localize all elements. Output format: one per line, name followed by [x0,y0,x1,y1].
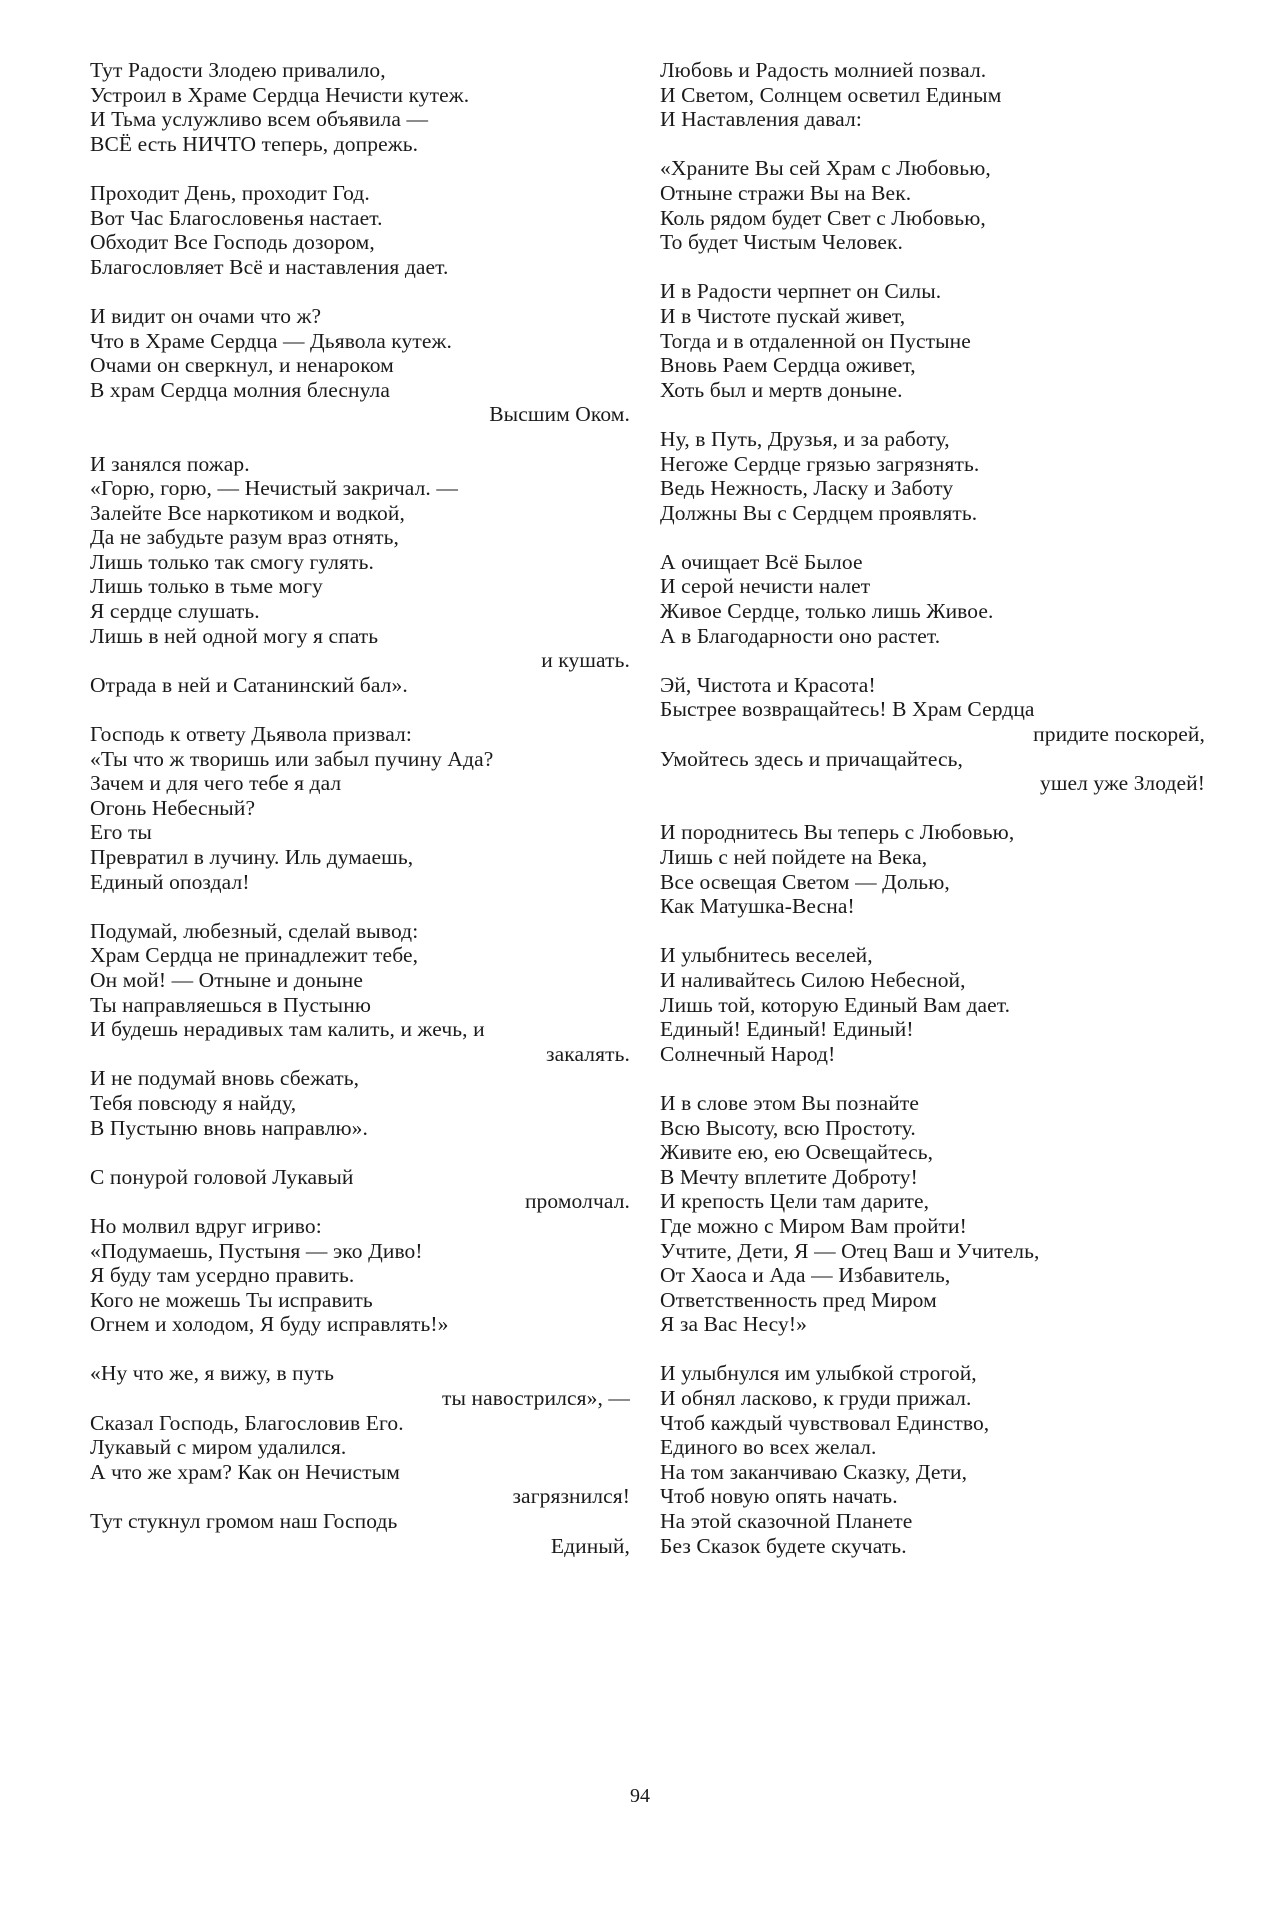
poem-line: И наливайтесь Силою Небесной, [660,967,966,992]
stanza [660,550,1205,648]
poem-line: Я за Вас Несу!» [660,1312,807,1337]
poem-line: Солнечный Народ! [660,1041,836,1066]
stanza [90,304,630,427]
poem-line: Превратил в лучину. Иль думаешь, [90,845,414,869]
poem-line: «Горю, горю, — Нечистый закричал. — [90,476,458,501]
poem-line: Высшим Оком. [489,402,630,427]
poem-line: То будет Чистым Человек. [660,230,904,255]
poem-line: Обходит Все Господь дозором, [90,230,375,255]
poem-line: В Пустыню вновь направлю». [90,1115,369,1140]
poem-line: И Светом, Солнцем осветил Единым [660,82,1002,107]
poem-line: От Хаоса и Ада — Избавитель, [660,1263,951,1288]
poem-line: Живите ею, ею Освещайтесь, [660,1140,934,1165]
poem-line: Сказал Господь, Благословив Его. [90,1410,404,1435]
poem-line: Где можно с Миром Вам пройти! [660,1213,967,1238]
poem-line: И улыбнулся им улыбкой строгой, [660,1361,977,1386]
poem-line: Он мой! — Отныне и доныне [90,967,364,992]
stanza [660,1091,1205,1337]
poem-line: Благословляет Всё и наставления дает. [90,254,449,279]
poem-line: закалять. [546,1041,630,1066]
poem-line: Его ты [90,820,152,845]
poem-line: Тебя повсюду я найду, [90,1090,297,1115]
poem-line: Подумай, любезный, сделай вывод: [90,918,419,943]
poem-line: Хоть был и мертв доныне. [660,377,903,402]
stanza [660,58,1205,132]
poem-line: Лишь в ней одной могу я спать [90,623,379,648]
poem-line: Ты направляешься в Пустыню [90,992,371,1017]
page-number: 94 [630,1785,650,1807]
stanza [660,156,1205,254]
poem-line: На этой сказочной Планете [660,1509,913,1534]
poem-line: Единый, [550,1533,630,1558]
poem-line: Живое Сердце, только лишь Живое. [660,599,994,624]
poem-line: И обнял ласково, к груди прижал. [660,1386,972,1411]
poem-line: И видит он очами что ж? [90,303,322,328]
poem-line: Ну, в Путь, Друзья, и за работу, [660,426,950,451]
poem-line: Отрада в ней и Сатанинский бал». [90,672,408,697]
poem-line: И Тьма услужливо всем объявила — [90,107,429,132]
poem-line: и кушать. [541,648,630,673]
poem-line: И улыбнитесь веселей, [660,943,873,968]
stanza [660,1361,1205,1558]
poem-line: Кого не можешь Ты исправить [90,1287,373,1312]
poem-line: Залейте Все наркотиком и водкой, [90,500,405,525]
poem-line: И в Радости черпнет он Силы. [660,279,942,304]
poem-line: Но молвил вдруг игриво: [90,1213,322,1238]
poem-line: С понурой головой Лукавый [90,1164,354,1189]
poem-line: промолчал. [524,1189,630,1214]
poem-line: Огнем и холодом, Я буду исправлять!» [90,1312,449,1337]
stanza [90,1165,630,1337]
poem-line: Я сердце слушать. [90,599,260,624]
poem-line: Как Матушка-Весна! [660,894,855,919]
poem-line: «Подумаешь, Пустыня — эко Диво! [90,1238,423,1263]
stanza [90,722,630,894]
poem-line: «Храните Вы сей Храм с Любовью, [660,156,991,181]
poem-line: Тут стукнул громом наш Господь [90,1509,398,1534]
poem-line: И в Чистоте пускай живет, [660,303,906,328]
poem-line: Лишь только так смогу гулять. [90,549,374,574]
poem-line: Все освещая Светом — Долью, [660,869,950,894]
poem-line: Чтоб новую опять начать. [660,1484,898,1509]
stanza [90,181,630,279]
poem-line: Любовь и Радость молнией позвал. [660,58,987,82]
poem-line: Учтите, Дети, Я — Отец Ваш и Учитель, [660,1238,1040,1263]
poem-line: Лишь с ней пойдете на Века, [660,845,928,869]
right-column [660,58,1205,1583]
poem-line: И породнитесь Вы теперь с Любовью, [660,820,1015,845]
poem-line: А в Благодарности оно растет. [660,623,941,648]
poem-line: Лукавый с миром удалился. [90,1435,347,1460]
poem-line: Без Сказок будете скучать. [660,1533,907,1558]
poem-line: Всю Высоту, всю Простоту. [660,1115,916,1140]
poem-line: «Ну что же, я вижу, в путь [90,1361,335,1386]
left-column [90,58,630,1583]
poem-line: Ведь Нежность, Ласку и Заботу [660,476,954,501]
poem-line: На том заканчиваю Сказку, Дети, [660,1459,968,1484]
poem-line: «Ты что ж творишь или забыл пучину Ада? [90,746,494,771]
poem-line: Лишь той, которую Единый Вам дает. [660,992,1011,1017]
stanza [90,452,630,698]
poem-line: Коль рядом будет Свет с Любовью, [660,205,986,230]
poem-line: Вновь Раем Сердца оживет, [660,353,916,378]
stanza [90,58,630,156]
stanza [90,1361,630,1558]
poem-line: ВСЁ есть НИЧТО теперь, допрежь. [90,131,419,156]
poem-line: ты навострился», — [442,1386,630,1411]
stanza [660,820,1205,918]
poem-line: И в слове этом Вы познайте [660,1090,920,1115]
poem-line: А очищает Всё Былое [660,549,863,574]
poem-line: Огонь Небесный? [90,795,256,820]
poem-line: Ответственность пред Миром [660,1287,937,1312]
poem-line: И Наставления давал: [660,107,862,132]
poem-line: Должны Вы с Сердцем проявлять. [660,500,978,525]
poem-line: Очами он сверкнул, и ненароком [90,353,394,378]
poem-line: придите поскорей, [1033,722,1205,747]
poem-line: Вот Час Благословенья настает. [90,205,383,230]
poem-line: загрязнился! [512,1484,630,1509]
stanza [660,279,1205,402]
poem-line: Эй, Чистота и Красота! [660,672,876,697]
poem-line: И серой нечисти налет [660,574,871,599]
poem-line: Да не забудьте разум враз отнять, [90,525,400,550]
poem-line: Чтоб каждый чувствовал Единство, [660,1410,990,1435]
poem-line: Лишь только в тьме могу [90,574,323,599]
poem-line: Зачем и для чего тебе я дал [90,771,342,796]
poem-line: Быстрее возвращайтесь! В Храм Сердца [660,697,1035,722]
poem-line: В Мечту вплетите Доброту! [660,1164,918,1189]
poem-line: А что же храм? Как он Нечистым [90,1459,400,1484]
poem-line: Тогда и в отдаленной он Пустыне [660,328,971,353]
poem-line: Храм Сердца не принадлежит тебе, [90,943,419,968]
poem-line: Единый! Единый! Единый! [660,1017,914,1042]
stanza [90,919,630,1140]
poem-line: Умойтесь здесь и причащайтесь, [660,746,964,771]
poem-line: И не подумай вновь сбежать, [90,1066,360,1091]
poem-line: И крепость Цели там дарите, [660,1189,930,1214]
poem-line: ушел уже Злодей! [1039,771,1205,796]
stanza [660,943,1205,1066]
stanza [660,427,1205,525]
poem-line: Негоже Сердце грязью загрязнять. [660,451,980,476]
poem-line: И занялся пожар. [90,451,250,476]
poem-line: Проходит День, проходит Год. [90,180,370,205]
poem-line: Господь к ответу Дьявола призвал: [90,722,412,747]
poem-line: Я буду там усердно править. [90,1263,355,1288]
poem-line: Устроил в Храме Сердца Нечисти кутеж. [90,82,470,107]
stanza [660,673,1205,796]
poem-line: Что в Храме Сердца — Дьявола кутеж. [90,328,452,353]
poem-line: Отныне стражи Вы на Век. [660,180,912,205]
poem-line: В храм Сердца молния блеснула [90,377,391,402]
poem-line: Единого во всех желал. [660,1435,877,1460]
poem-line: И будешь нерадивых там калить, и жечь, и [90,1017,485,1042]
poem-line: Тут Радости Злодею привалило, [90,58,386,82]
poem-line: Единый опоздал! [90,869,250,894]
